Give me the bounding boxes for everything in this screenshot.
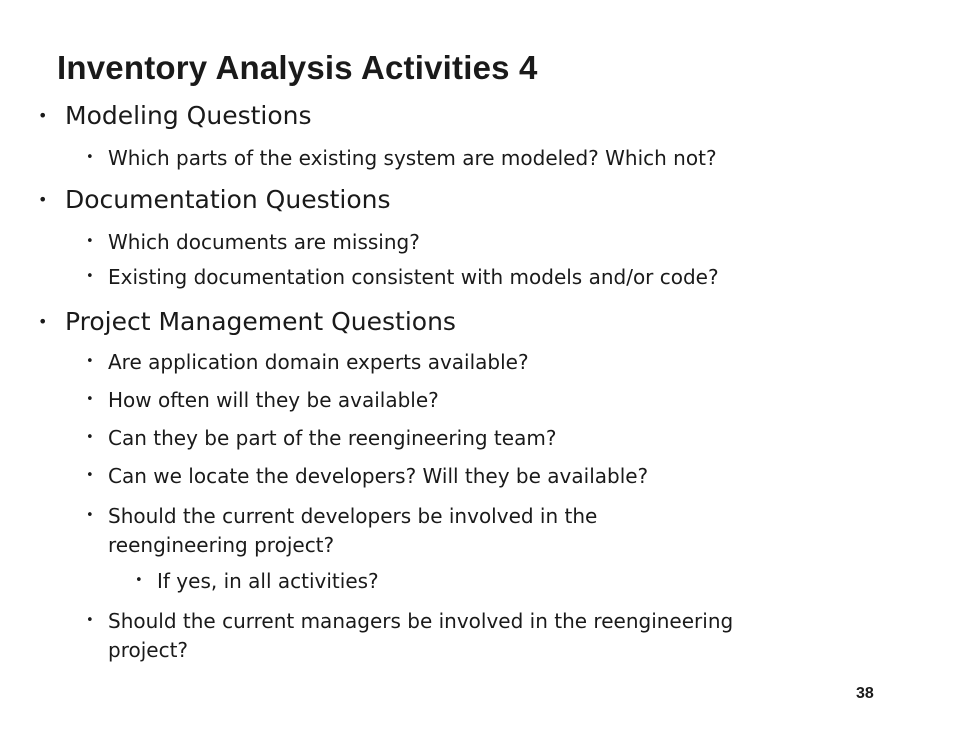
bullet-glyph: • — [38, 106, 48, 125]
section-heading-label: Documentation Questions — [65, 185, 391, 214]
list-item — [86, 463, 649, 489]
list-item-text: Which documents are missing? — [108, 230, 420, 254]
bullet-glyph: • — [86, 613, 94, 628]
list-item-text: reengineering project? — [108, 533, 335, 557]
list-item — [86, 264, 719, 290]
list-item-text: project? — [108, 638, 189, 662]
list-item-continuation — [108, 637, 188, 663]
section-heading-label: Modeling Questions — [65, 101, 312, 130]
slide-title: Inventory Analysis Activities 4 — [57, 49, 538, 86]
list-item-text: Should the current developers be involved in the — [108, 504, 598, 528]
list-item-text: Can we locate the developers? Will they be available? — [108, 464, 649, 488]
list-item-text: Existing documentation consistent with models and/or code? — [108, 265, 719, 289]
bullet-glyph: • — [86, 468, 94, 483]
list-item — [86, 608, 734, 634]
bullet-glyph: • — [38, 190, 48, 209]
bullet-glyph: • — [38, 312, 48, 331]
bullet-glyph: • — [86, 508, 94, 523]
list-item-continuation — [108, 532, 334, 558]
list-item-text: Can they be part of the reengineering team? — [108, 426, 557, 450]
section-heading-documentation — [38, 185, 391, 215]
section-heading-modeling — [38, 101, 312, 131]
bullet-glyph: • — [86, 430, 94, 445]
list-item-text: Should the current managers be involved in the reengineering — [108, 609, 734, 633]
list-item — [86, 229, 420, 255]
bullet-glyph: • — [86, 269, 94, 284]
list-item-text: How often will they be available? — [108, 388, 439, 412]
list-item-text: Which parts of the existing system are modeled? Which not? — [108, 146, 717, 170]
list-item — [86, 425, 557, 451]
page-number: 38 — [856, 685, 874, 702]
bullet-glyph: • — [86, 392, 94, 407]
bullet-glyph: • — [86, 150, 94, 165]
list-item — [86, 145, 717, 171]
section-heading-label: Project Management Questions — [65, 307, 456, 336]
list-item — [86, 387, 439, 413]
list-item — [86, 503, 598, 529]
bullet-glyph: • — [86, 354, 94, 369]
list-item-text: If yes, in all activities? — [157, 569, 379, 593]
list-item-text: Are application domain experts available? — [108, 350, 529, 374]
section-heading-project-management — [38, 307, 456, 337]
list-item — [86, 349, 529, 375]
bullet-glyph: • — [86, 234, 94, 249]
list-item-nested — [135, 568, 379, 594]
bullet-glyph: • — [135, 573, 143, 588]
